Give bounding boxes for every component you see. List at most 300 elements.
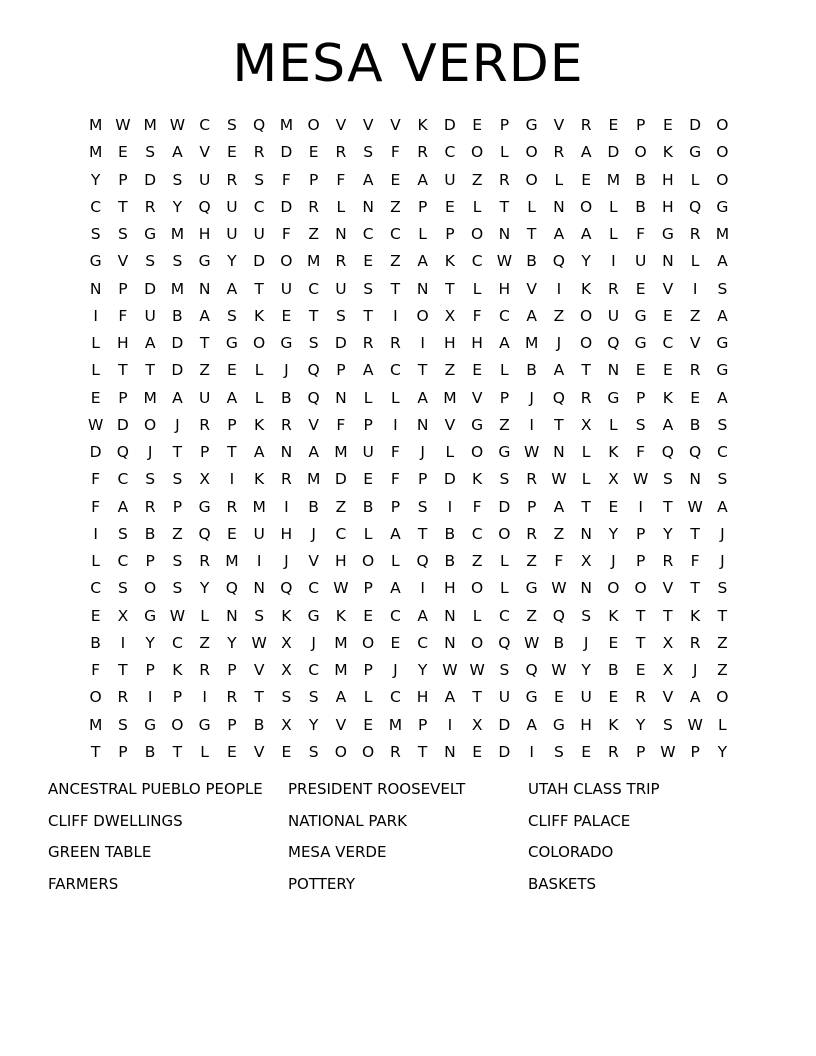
grid-cell[interactable]: O xyxy=(362,552,375,571)
grid-cell[interactable]: L xyxy=(91,552,100,571)
grid-cell[interactable]: F xyxy=(472,306,482,325)
grid-cell[interactable]: D xyxy=(89,443,102,462)
grid-cell[interactable]: F xyxy=(91,497,101,516)
grid-cell[interactable]: C xyxy=(498,306,510,325)
grid-cell[interactable]: R xyxy=(417,143,429,162)
grid-cell[interactable]: S xyxy=(117,715,128,734)
grid-cell[interactable]: F xyxy=(281,170,291,189)
grid-cell[interactable]: O xyxy=(471,225,484,244)
grid-cell[interactable]: U xyxy=(198,170,211,189)
grid-cell[interactable]: Q xyxy=(116,443,129,462)
grid-cell[interactable]: J xyxy=(284,552,289,571)
grid-cell[interactable]: F xyxy=(390,443,400,462)
grid-cell[interactable]: G xyxy=(280,334,293,353)
grid-cell[interactable]: R xyxy=(526,524,538,543)
grid-cell[interactable]: S xyxy=(717,470,728,489)
grid-cell[interactable]: R xyxy=(389,742,401,761)
grid-cell[interactable]: S xyxy=(308,688,319,707)
grid-cell[interactable]: L xyxy=(472,606,482,625)
grid-cell[interactable]: K xyxy=(417,116,428,135)
grid-cell[interactable]: R xyxy=(607,742,619,761)
grid-cell[interactable]: V xyxy=(308,415,319,434)
grid-cell[interactable]: X xyxy=(281,633,292,652)
grid-cell[interactable]: U xyxy=(335,279,347,298)
grid-cell[interactable]: E xyxy=(608,633,619,652)
grid-cell[interactable]: R xyxy=(580,116,592,135)
grid-cell[interactable]: B xyxy=(90,633,101,652)
grid-cell[interactable]: F xyxy=(91,661,101,680)
grid-cell[interactable]: Z xyxy=(335,497,347,516)
grid-cell[interactable]: X xyxy=(281,661,292,680)
grid-cell[interactable]: I xyxy=(447,497,453,516)
grid-cell[interactable]: E xyxy=(662,361,673,380)
grid-cell[interactable]: N xyxy=(553,443,565,462)
grid-cell[interactable]: X xyxy=(608,470,619,489)
grid-cell[interactable]: S xyxy=(717,279,728,298)
grid-cell[interactable]: E xyxy=(226,524,237,543)
grid-cell[interactable]: R xyxy=(607,279,619,298)
grid-cell[interactable]: Q xyxy=(307,361,320,380)
grid-cell[interactable]: V xyxy=(444,415,456,434)
grid-cell[interactable]: F xyxy=(336,170,346,189)
grid-cell[interactable]: M xyxy=(334,661,348,680)
grid-cell[interactable]: T xyxy=(690,579,700,598)
grid-cell[interactable]: Z xyxy=(444,361,456,380)
grid-cell[interactable]: D xyxy=(498,715,511,734)
grid-cell[interactable]: P xyxy=(308,170,319,189)
grid-cell[interactable]: N xyxy=(553,197,565,216)
grid-cell[interactable]: J xyxy=(311,524,316,543)
grid-cell[interactable]: T xyxy=(199,334,210,353)
grid-cell[interactable]: Y xyxy=(635,715,646,734)
grid-cell[interactable]: C xyxy=(117,552,129,571)
grid-cell[interactable]: Z xyxy=(717,661,728,680)
grid-cell[interactable]: G xyxy=(471,415,484,434)
grid-cell[interactable]: A xyxy=(144,334,156,353)
grid-cell[interactable]: Z xyxy=(308,225,319,244)
grid-cell[interactable]: P xyxy=(635,742,646,761)
grid-cell[interactable]: O xyxy=(253,334,266,353)
grid-cell[interactable]: T xyxy=(227,443,237,462)
grid-cell[interactable]: X xyxy=(580,415,592,434)
grid-cell[interactable]: J xyxy=(311,633,316,652)
grid-cell[interactable]: E xyxy=(553,688,564,707)
grid-cell[interactable]: S xyxy=(363,143,374,162)
grid-cell[interactable]: H xyxy=(198,225,211,244)
grid-cell[interactable]: I xyxy=(93,524,98,543)
grid-cell[interactable]: Z xyxy=(471,170,483,189)
grid-cell[interactable]: X xyxy=(580,552,592,571)
grid-cell[interactable]: U xyxy=(253,225,265,244)
grid-cell[interactable]: L xyxy=(472,279,482,298)
grid-cell[interactable]: L xyxy=(609,197,618,216)
grid-cell[interactable]: O xyxy=(471,633,484,652)
grid-cell[interactable]: P xyxy=(172,497,183,516)
grid-cell[interactable]: G xyxy=(525,579,538,598)
grid-cell[interactable]: C xyxy=(253,197,265,216)
grid-cell[interactable]: D xyxy=(607,143,620,162)
grid-cell[interactable]: G xyxy=(198,497,211,516)
grid-cell[interactable]: N xyxy=(280,443,293,462)
grid-cell[interactable]: L xyxy=(690,170,700,189)
grid-cell[interactable]: G xyxy=(144,715,157,734)
grid-cell[interactable]: M xyxy=(279,116,294,135)
grid-cell[interactable]: G xyxy=(198,715,211,734)
grid-cell[interactable]: E xyxy=(226,143,237,162)
grid-cell[interactable]: C xyxy=(389,688,401,707)
grid-cell[interactable]: P xyxy=(499,388,510,407)
grid-cell[interactable]: Z xyxy=(553,524,565,543)
grid-cell[interactable]: R xyxy=(689,633,701,652)
grid-cell[interactable]: B xyxy=(526,361,537,380)
grid-cell[interactable]: N xyxy=(580,579,592,598)
grid-cell[interactable]: S xyxy=(308,334,319,353)
grid-cell[interactable]: W xyxy=(523,443,540,462)
grid-cell[interactable]: V xyxy=(662,688,674,707)
grid-cell[interactable]: E xyxy=(90,388,101,407)
grid-cell[interactable]: E xyxy=(662,116,673,135)
grid-cell[interactable]: G xyxy=(634,334,647,353)
grid-cell[interactable]: R xyxy=(335,143,347,162)
grid-cell[interactable]: W xyxy=(660,742,676,761)
grid-cell[interactable]: E xyxy=(472,116,483,135)
grid-cell[interactable]: E xyxy=(308,143,319,162)
grid-cell[interactable]: S xyxy=(553,742,564,761)
grid-cell[interactable]: V xyxy=(362,116,374,135)
grid-cell[interactable]: A xyxy=(553,361,565,380)
grid-cell[interactable]: C xyxy=(389,225,401,244)
grid-cell[interactable]: G xyxy=(661,225,674,244)
grid-cell[interactable]: A xyxy=(226,279,238,298)
grid-cell[interactable]: S xyxy=(172,552,183,571)
grid-cell[interactable]: Y xyxy=(608,524,619,543)
grid-cell[interactable]: V xyxy=(308,552,319,571)
grid-cell[interactable]: I xyxy=(202,688,207,707)
grid-cell[interactable]: S xyxy=(172,170,183,189)
grid-cell[interactable]: A xyxy=(335,688,347,707)
grid-cell[interactable]: E xyxy=(635,279,646,298)
grid-cell[interactable]: L xyxy=(500,361,509,380)
grid-cell[interactable]: D xyxy=(443,116,456,135)
grid-cell[interactable]: K xyxy=(581,279,592,298)
grid-cell[interactable]: N xyxy=(416,415,429,434)
grid-cell[interactable]: S xyxy=(172,579,183,598)
grid-cell[interactable]: R xyxy=(662,552,674,571)
grid-cell[interactable]: H xyxy=(444,334,456,353)
grid-cell[interactable]: F xyxy=(281,225,291,244)
grid-cell[interactable]: A xyxy=(172,143,183,162)
grid-cell[interactable]: K xyxy=(254,415,265,434)
grid-cell[interactable]: Y xyxy=(581,661,591,680)
grid-cell[interactable]: O xyxy=(525,143,538,162)
grid-cell[interactable]: F xyxy=(390,470,400,489)
grid-cell[interactable]: I xyxy=(229,470,235,489)
grid-cell[interactable]: C xyxy=(471,524,483,543)
grid-cell[interactable]: R xyxy=(580,388,592,407)
grid-cell[interactable]: S xyxy=(226,306,237,325)
grid-cell[interactable]: O xyxy=(525,170,538,189)
grid-cell[interactable]: I xyxy=(120,633,126,652)
grid-cell[interactable]: P xyxy=(118,170,128,189)
grid-cell[interactable]: Y xyxy=(145,633,155,652)
grid-cell[interactable]: A xyxy=(717,388,728,407)
grid-cell[interactable]: L xyxy=(445,443,455,462)
grid-cell[interactable]: A xyxy=(390,524,401,543)
grid-cell[interactable]: N xyxy=(198,279,211,298)
grid-cell[interactable]: J xyxy=(284,361,289,380)
grid-cell[interactable]: T xyxy=(417,742,428,761)
grid-cell[interactable]: T xyxy=(472,688,482,707)
grid-cell[interactable]: F xyxy=(636,225,646,244)
grid-cell[interactable]: C xyxy=(389,361,401,380)
grid-cell[interactable]: L xyxy=(609,225,618,244)
grid-cell[interactable]: S xyxy=(172,470,183,489)
grid-cell[interactable]: E xyxy=(117,143,128,162)
grid-cell[interactable]: P xyxy=(172,688,183,707)
grid-cell[interactable]: W xyxy=(87,415,104,434)
grid-cell[interactable]: S xyxy=(635,415,646,434)
grid-cell[interactable]: Z xyxy=(526,606,537,625)
grid-cell[interactable]: T xyxy=(554,415,564,434)
grid-cell[interactable]: S xyxy=(254,606,265,625)
grid-cell[interactable]: R xyxy=(117,688,129,707)
grid-cell[interactable]: O xyxy=(580,306,593,325)
grid-cell[interactable]: P xyxy=(635,524,646,543)
grid-cell[interactable]: M xyxy=(388,715,403,734)
grid-cell[interactable]: L xyxy=(690,252,700,271)
grid-cell[interactable]: E xyxy=(472,742,483,761)
grid-cell[interactable]: X xyxy=(662,633,674,652)
grid-cell[interactable]: F xyxy=(554,552,564,571)
grid-cell[interactable]: C xyxy=(662,334,674,353)
grid-cell[interactable]: C xyxy=(308,661,320,680)
grid-cell[interactable]: C xyxy=(444,143,456,162)
grid-cell[interactable]: O xyxy=(471,143,484,162)
grid-cell[interactable]: O xyxy=(716,170,729,189)
grid-cell[interactable]: C xyxy=(90,579,102,598)
grid-cell[interactable]: A xyxy=(580,143,592,162)
grid-cell[interactable]: M xyxy=(170,279,185,298)
grid-cell[interactable]: K xyxy=(662,143,673,162)
grid-cell[interactable]: P xyxy=(145,661,155,680)
grid-cell[interactable]: M xyxy=(88,116,103,135)
grid-cell[interactable]: M xyxy=(306,470,321,489)
grid-cell[interactable]: A xyxy=(717,497,728,516)
grid-cell[interactable]: V xyxy=(689,334,701,353)
grid-cell[interactable]: T xyxy=(172,443,183,462)
grid-cell[interactable]: E xyxy=(662,306,673,325)
grid-cell[interactable]: R xyxy=(199,661,211,680)
grid-cell[interactable]: T xyxy=(308,306,319,325)
grid-cell[interactable]: S xyxy=(281,688,292,707)
grid-cell[interactable]: H xyxy=(471,334,483,353)
grid-cell[interactable]: A xyxy=(553,225,565,244)
grid-cell[interactable]: H xyxy=(580,715,592,734)
grid-cell[interactable]: N xyxy=(362,197,374,216)
grid-cell[interactable]: Q xyxy=(552,388,565,407)
grid-cell[interactable]: K xyxy=(254,306,265,325)
grid-cell[interactable]: U xyxy=(607,306,620,325)
grid-cell[interactable]: P xyxy=(145,552,155,571)
grid-cell[interactable]: P xyxy=(336,361,346,380)
grid-cell[interactable]: L xyxy=(418,225,427,244)
grid-cell[interactable]: J xyxy=(420,443,425,462)
grid-cell[interactable]: C xyxy=(362,225,374,244)
grid-cell[interactable]: U xyxy=(226,197,238,216)
grid-cell[interactable]: A xyxy=(417,170,428,189)
grid-cell[interactable]: R xyxy=(689,225,701,244)
grid-cell[interactable]: N xyxy=(689,470,701,489)
grid-cell[interactable]: N xyxy=(444,742,456,761)
grid-cell[interactable]: K xyxy=(690,606,701,625)
grid-cell[interactable]: R xyxy=(280,415,292,434)
grid-cell[interactable]: U xyxy=(226,225,238,244)
grid-cell[interactable]: L xyxy=(554,170,564,189)
grid-cell[interactable]: P xyxy=(635,388,646,407)
grid-cell[interactable]: B xyxy=(526,252,537,271)
grid-cell[interactable]: P xyxy=(635,116,646,135)
grid-cell[interactable]: A xyxy=(362,361,374,380)
grid-cell[interactable]: T xyxy=(90,742,101,761)
grid-cell[interactable]: M xyxy=(143,388,157,407)
grid-cell[interactable]: E xyxy=(581,742,592,761)
grid-cell[interactable]: T xyxy=(145,361,155,380)
grid-cell[interactable]: L xyxy=(609,415,618,434)
grid-cell[interactable]: H xyxy=(662,170,674,189)
grid-cell[interactable]: B xyxy=(144,742,156,761)
grid-cell[interactable]: U xyxy=(280,279,293,298)
grid-cell[interactable]: B xyxy=(553,633,565,652)
grid-cell[interactable]: G xyxy=(689,143,702,162)
grid-cell[interactable]: T xyxy=(499,197,510,216)
grid-cell[interactable]: Y xyxy=(417,661,428,680)
grid-cell[interactable]: K xyxy=(254,470,265,489)
grid-cell[interactable]: W xyxy=(469,661,485,680)
grid-cell[interactable]: Z xyxy=(717,633,728,652)
grid-cell[interactable]: P xyxy=(118,742,128,761)
grid-cell[interactable]: A xyxy=(417,388,428,407)
grid-cell[interactable]: S xyxy=(499,661,510,680)
grid-cell[interactable]: C xyxy=(199,116,211,135)
grid-cell[interactable]: Z xyxy=(199,633,210,652)
grid-cell[interactable]: H xyxy=(416,688,429,707)
grid-cell[interactable]: P xyxy=(390,497,401,516)
grid-cell[interactable]: O xyxy=(144,579,157,598)
grid-cell[interactable]: A xyxy=(689,688,701,707)
grid-cell[interactable]: K xyxy=(444,252,455,271)
grid-cell[interactable]: P xyxy=(417,197,428,216)
grid-cell[interactable]: D xyxy=(689,116,702,135)
grid-cell[interactable]: I xyxy=(611,252,616,271)
grid-cell[interactable]: O xyxy=(498,524,511,543)
grid-cell[interactable]: S xyxy=(499,470,510,489)
grid-cell[interactable]: P xyxy=(499,116,510,135)
grid-cell[interactable]: L xyxy=(91,334,100,353)
grid-cell[interactable]: S xyxy=(335,306,346,325)
grid-cell[interactable]: J xyxy=(583,633,589,652)
grid-cell[interactable]: Y xyxy=(308,715,319,734)
grid-cell[interactable]: M xyxy=(334,633,348,652)
grid-cell[interactable]: V xyxy=(662,579,674,598)
grid-cell[interactable]: O xyxy=(716,143,729,162)
grid-cell[interactable]: G xyxy=(525,116,538,135)
grid-cell[interactable]: O xyxy=(334,742,347,761)
grid-cell[interactable]: L xyxy=(500,143,509,162)
grid-cell[interactable]: T xyxy=(172,742,183,761)
grid-cell[interactable]: M xyxy=(88,143,103,162)
grid-cell[interactable]: B xyxy=(608,661,619,680)
grid-cell[interactable]: U xyxy=(144,306,156,325)
grid-cell[interactable]: C xyxy=(90,197,102,216)
grid-cell[interactable]: F xyxy=(390,143,400,162)
grid-cell[interactable]: N xyxy=(253,579,265,598)
grid-cell[interactable]: W xyxy=(551,579,567,598)
grid-cell[interactable]: P xyxy=(363,415,373,434)
grid-cell[interactable]: Q xyxy=(552,252,565,271)
grid-cell[interactable]: M xyxy=(88,715,103,734)
grid-cell[interactable]: N xyxy=(607,361,620,380)
grid-cell[interactable]: O xyxy=(471,443,484,462)
grid-cell[interactable]: R xyxy=(635,688,647,707)
grid-cell[interactable]: Q xyxy=(689,197,702,216)
grid-cell[interactable]: Z xyxy=(553,306,565,325)
grid-cell[interactable]: A xyxy=(717,252,728,271)
grid-cell[interactable]: R xyxy=(199,552,211,571)
grid-cell[interactable]: R xyxy=(553,143,565,162)
grid-cell[interactable]: L xyxy=(363,688,373,707)
grid-cell[interactable]: S xyxy=(417,497,428,516)
grid-cell[interactable]: I xyxy=(447,715,453,734)
grid-cell[interactable]: O xyxy=(89,688,102,707)
grid-cell[interactable]: P xyxy=(118,279,128,298)
grid-cell[interactable]: E xyxy=(281,742,292,761)
grid-cell[interactable]: C xyxy=(117,470,129,489)
grid-cell[interactable]: R xyxy=(389,334,401,353)
grid-cell[interactable]: R xyxy=(498,170,510,189)
grid-cell[interactable]: I xyxy=(256,552,262,571)
grid-cell[interactable]: V xyxy=(253,661,265,680)
grid-cell[interactable]: G xyxy=(634,306,647,325)
grid-cell[interactable]: D xyxy=(280,143,293,162)
grid-cell[interactable]: H xyxy=(335,552,347,571)
grid-cell[interactable]: W xyxy=(169,606,186,625)
grid-cell[interactable]: R xyxy=(226,688,238,707)
grid-cell[interactable]: Z xyxy=(499,415,510,434)
grid-cell[interactable]: V xyxy=(471,388,483,407)
grid-cell[interactable]: Q xyxy=(661,443,674,462)
grid-cell[interactable]: O xyxy=(471,579,484,598)
grid-cell[interactable]: T xyxy=(635,633,646,652)
grid-cell[interactable]: U xyxy=(362,443,374,462)
grid-cell[interactable]: Z xyxy=(471,552,483,571)
grid-cell[interactable]: G xyxy=(716,361,729,380)
grid-cell[interactable]: E xyxy=(363,470,374,489)
grid-cell[interactable]: B xyxy=(172,306,183,325)
grid-cell[interactable]: L xyxy=(254,388,264,407)
grid-cell[interactable]: L xyxy=(500,579,509,598)
grid-cell[interactable]: J xyxy=(147,443,153,462)
grid-cell[interactable]: K xyxy=(608,606,619,625)
grid-cell[interactable]: T xyxy=(663,606,673,625)
grid-cell[interactable]: S xyxy=(308,742,319,761)
grid-cell[interactable]: F xyxy=(118,306,128,325)
grid-cell[interactable]: U xyxy=(444,170,456,189)
grid-cell[interactable]: M xyxy=(252,497,266,516)
grid-cell[interactable]: P xyxy=(526,497,537,516)
grid-cell[interactable]: L xyxy=(254,361,264,380)
grid-cell[interactable]: V xyxy=(117,252,129,271)
grid-cell[interactable]: O xyxy=(634,579,647,598)
